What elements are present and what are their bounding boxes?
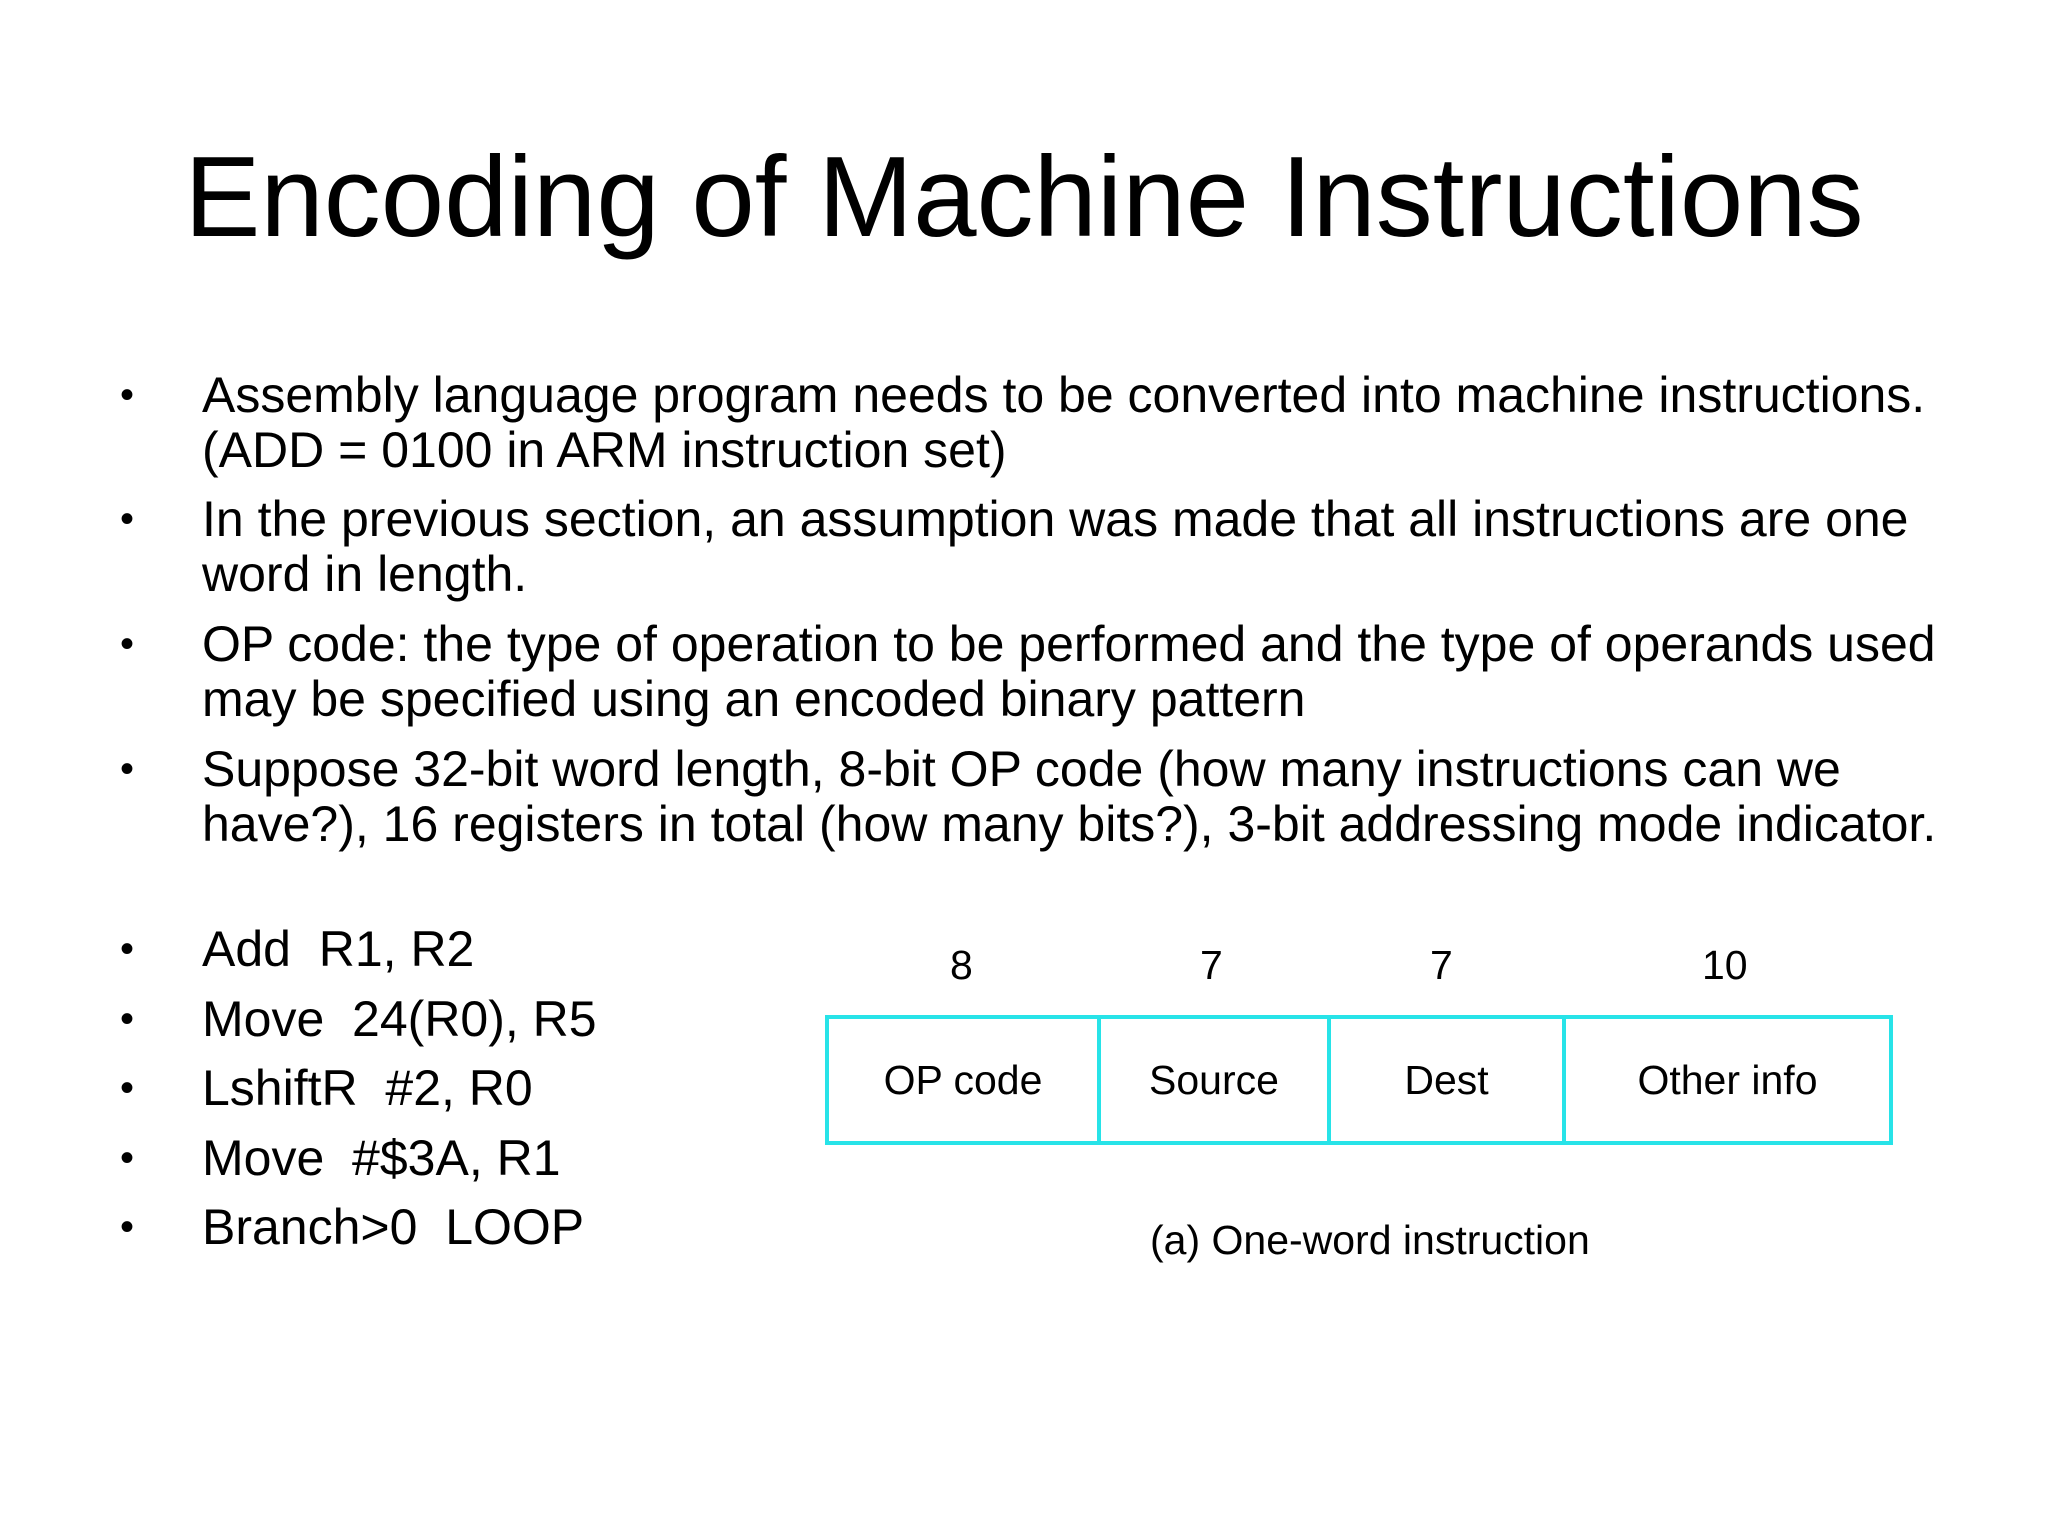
bullet-item — [120, 492, 1960, 602]
other-info-bit-count: 10 — [1702, 942, 1748, 988]
bullet-dot: • — [120, 1205, 135, 1249]
bullet-text: Assembly language program needs to be converted into machine instructions. (ADD = 0100 in ARM instruction set) — [202, 367, 1926, 478]
bullet-dot: • — [120, 997, 135, 1041]
bullet-item — [120, 1131, 820, 1186]
diagram-caption: (a) One-word instruction — [1150, 1217, 1590, 1263]
other-info-field: Other info — [1562, 1019, 1889, 1141]
bullet-item — [120, 922, 820, 977]
bullet-dot: • — [120, 622, 135, 666]
bullet-dot: • — [120, 373, 135, 417]
source-bit-count: 7 — [1200, 942, 1223, 988]
bullet-item — [120, 617, 1960, 727]
bullet-item — [120, 742, 1960, 907]
bullet-dot: • — [120, 1136, 135, 1180]
bullet-text: Suppose 32-bit word length, 8-bit OP code (how many instructions can we have?), 16 registers in total (how many bits?), 3-bit addressing mode indicator. — [202, 741, 1937, 852]
dest-field: Dest — [1327, 1019, 1562, 1141]
bullet-text: Branch>0 LOOP — [202, 1199, 585, 1255]
bullet-dot: • — [120, 747, 135, 791]
bullet-dot: • — [120, 1066, 135, 1110]
bullet-text: Add R1, R2 — [202, 921, 475, 977]
source-field: Source — [1097, 1019, 1327, 1141]
bullet-dot: • — [120, 927, 135, 971]
opcode-bit-count: 8 — [950, 942, 973, 988]
bullet-item — [120, 1200, 820, 1255]
bullet-text: LshiftR #2, R0 — [202, 1060, 533, 1116]
bullet-text: OP code: the type of operation to be performed and the type of operands used may be specified using an encoded binary pattern — [202, 616, 1936, 727]
bullet-item — [120, 992, 820, 1047]
opcode-field: OP code — [883, 1056, 1043, 1103]
dest-bit-count: 7 — [1430, 942, 1453, 988]
bullet-text: In the previous section, an assumption was made that all instructions are one word in length. — [202, 491, 1909, 602]
bullet-item — [120, 1061, 820, 1116]
bullet-item — [120, 368, 1960, 478]
bullet-text: Move 24(R0), R5 — [202, 991, 597, 1047]
bullet-dot: • — [120, 497, 135, 541]
bullet-text: Move #$3A, R1 — [202, 1130, 561, 1186]
instruction-word-box — [825, 1015, 1893, 1145]
slide-title: Encoding of Machine Instructions — [184, 134, 1864, 261]
